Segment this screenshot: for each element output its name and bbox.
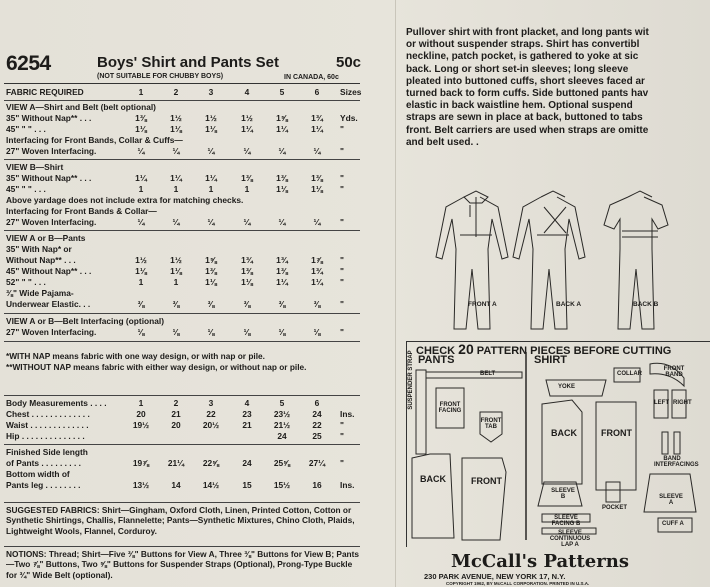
- size-1-cell: 1¼: [135, 173, 147, 183]
- size-3-cell: 1¼: [205, 173, 217, 183]
- fabric-row: [6, 135, 358, 146]
- fabric-row: [6, 316, 358, 327]
- front-tab-label: FRONT TAB: [480, 418, 502, 430]
- fabric-header-row: [6, 87, 362, 98]
- band-interfacings: [662, 432, 680, 454]
- description-line: or without suspender straps. Shirt has convertibl: [406, 39, 640, 51]
- fabric-row: [6, 113, 358, 124]
- size-1-cell: 1⅛: [135, 124, 147, 134]
- front-band-label: FRONT BAND: [663, 366, 685, 378]
- right-label: RIGHT: [673, 400, 692, 406]
- fabric-row: [6, 206, 358, 217]
- size-5-cell: 1¾: [276, 255, 288, 265]
- yoke-label: YOKE: [558, 384, 576, 390]
- fabric-row: [6, 102, 358, 113]
- pattern-number: 6254: [6, 52, 51, 75]
- back-b-label: BACK B: [633, 301, 659, 308]
- size-3-cell: 1⅛: [205, 277, 217, 287]
- row-label: 27" Woven Interfacing.: [6, 327, 97, 337]
- size-6-cell: 22: [312, 420, 322, 430]
- canada-price: IN CANADA, 60c: [284, 74, 339, 81]
- description-line: back. Long or short set-in sleeves; long sleeve: [406, 63, 629, 75]
- size-1-cell: 1½: [135, 255, 147, 265]
- size-4-cell: 1¾: [241, 255, 253, 265]
- size-1-cell: ⅜: [137, 299, 145, 309]
- size-3-cell: ⅜: [207, 299, 215, 309]
- size-5-cell: ¼: [278, 146, 286, 156]
- row-label: Underwear Elastic. . .: [6, 299, 91, 309]
- measurement-row: [6, 458, 358, 469]
- size-4-cell: ¼: [243, 146, 251, 156]
- size-4-cell: 1⅜: [241, 266, 253, 276]
- row-label: 45" " " . . .: [6, 184, 46, 194]
- size-1-cell: 1⅜: [135, 113, 147, 123]
- size-6-cell: ⅜: [313, 299, 321, 309]
- size-4-cell: 1⅜: [241, 173, 253, 183]
- size-1-cell: 20: [136, 409, 146, 419]
- row-label: 52" " " . . .: [6, 277, 46, 287]
- publisher-address: 230 PARK AVENUE, NEW YORK 17, N.Y.: [424, 572, 566, 581]
- size-6-cell: 24: [312, 409, 322, 419]
- size-2-cell: 20: [171, 420, 181, 430]
- description-line: neckline, patch pocket, is gathered to yoke at sic: [406, 51, 639, 63]
- size-2-cell: 1: [173, 184, 179, 194]
- size-6-cell: 1⅞: [311, 255, 323, 265]
- size-1-cell: ¼: [137, 217, 145, 227]
- measurement-row: [6, 480, 358, 491]
- description-line: Pullover shirt with front placket, and long pants wit: [406, 27, 649, 38]
- fabric-row: [6, 173, 358, 184]
- front-facing-label: FRONT FACING: [438, 402, 462, 414]
- unit-cell: ": [340, 327, 344, 337]
- sleeve-a-label: SLEEVE A: [659, 494, 683, 506]
- measurement-row: [6, 398, 358, 409]
- size-2-cell: 1⅛: [170, 124, 182, 134]
- size-4-cell: 4: [244, 398, 250, 408]
- shirt-heading: SHIRT: [534, 354, 567, 366]
- row-label: 45" " " . . .: [6, 124, 46, 134]
- unit-cell: ": [340, 255, 344, 265]
- size-1-cell: 19⅞: [132, 458, 150, 468]
- back-pants-piece: [412, 454, 454, 538]
- section-divider: [4, 159, 360, 160]
- row-label: Body Measurements . . . .: [6, 398, 107, 408]
- fabric-row: [6, 277, 358, 288]
- fabric-row: [6, 162, 358, 173]
- row-label: ⅜" Wide Pajama-: [6, 288, 74, 298]
- fabric-row: [6, 288, 358, 299]
- collar-label: COLLAR: [617, 371, 642, 377]
- size-5-cell: 1⅜: [276, 173, 288, 183]
- row-label: Finished Side length: [6, 447, 88, 457]
- size-5-cell: ⅜: [278, 299, 286, 309]
- size-6-cell: 1¼: [311, 124, 323, 134]
- pieces-count: 20: [458, 341, 474, 357]
- suspender-label: SUSPENDER STRAP: [408, 350, 414, 410]
- row-label: 35" Without Nap** . . .: [6, 173, 92, 183]
- size-6-cell: 25: [312, 431, 322, 441]
- row-label: 35" Without Nap** . . .: [6, 113, 92, 123]
- unit-cell: ": [340, 458, 344, 468]
- section-divider: [4, 444, 360, 445]
- measurement-row: [6, 409, 358, 420]
- unit-cell: Sizes: [340, 87, 362, 97]
- suspender-piece: [416, 370, 426, 454]
- description-line: pleated into buttoned cuffs, short sleeves faced ar: [406, 75, 645, 87]
- size-6-cell: 6: [314, 87, 320, 97]
- notions: NOTIONS: Thread; Shirt—Five ⅜" Buttons for View A, Three ⅜" Buttons for View B; Pants—Two ⅞" Buttons, Two ⅝" Buttons for Suspender Straps (Optional), Prong-Type Buckle for ¾" Wide Belt (optional).: [6, 549, 359, 580]
- publisher-name: McCall's Patterns: [451, 551, 629, 572]
- size-2-cell: 1: [173, 277, 179, 287]
- row-label: Above yardage does not include extra for matching checks.: [6, 195, 244, 205]
- size-2-cell: ¼: [172, 146, 180, 156]
- size-3-cell: 1: [208, 184, 214, 194]
- row-label: VIEW A—Shirt and Belt (belt optional): [6, 102, 156, 112]
- pattern-title: Boys' Shirt and Pants Set: [97, 54, 279, 71]
- row-label: 27" Woven Interfacing.: [6, 217, 97, 227]
- front-pants-label: FRONT: [471, 476, 502, 486]
- sleeve-a-piece: [644, 474, 696, 512]
- sleeve-facing-label: SLEEVE FACING B: [551, 515, 581, 527]
- size-1-cell: ⅛: [137, 327, 145, 337]
- measurement-row: [6, 431, 358, 442]
- size-3-cell: 20½: [202, 420, 220, 430]
- size-5-cell: 5: [279, 398, 285, 408]
- pocket-piece: [606, 482, 620, 502]
- front-a-figure: [436, 191, 508, 329]
- size-6-cell: 1¾: [311, 266, 323, 276]
- size-2-cell: 1¼: [170, 173, 182, 183]
- size-4-cell: 1: [244, 184, 250, 194]
- belt-piece: [426, 372, 522, 378]
- pocket-label: POCKET: [602, 505, 628, 511]
- size-6-cell: 6: [314, 398, 320, 408]
- with-nap-note: *WITH NAP means fabric with one way design, or with nap or pile.: [6, 351, 265, 361]
- size-3-cell: 14½: [202, 480, 220, 490]
- section-divider: [4, 313, 360, 314]
- divider: [4, 83, 360, 84]
- fabric-row: [6, 244, 358, 255]
- size-3-cell: 1½: [205, 113, 217, 123]
- description-line: elastic in back waistline hem. Optional suspend: [406, 100, 633, 112]
- size-5-cell: ¼: [278, 217, 286, 227]
- back-a-label: BACK A: [556, 301, 582, 308]
- size-5-cell: 1⅜: [276, 266, 288, 276]
- fabric-row: [6, 184, 358, 195]
- size-3-cell: 1⅝: [205, 255, 217, 265]
- row-label: 35" With Nap* or: [6, 244, 72, 254]
- description-line: front. Belt carriers are used when straps are omitte: [406, 124, 649, 136]
- size-2-cell: 2: [173, 398, 179, 408]
- row-label: VIEW A or B—Belt Interfacing (optional): [6, 316, 165, 326]
- fit-note: (NOT SUITABLE FOR CHUBBY BOYS): [97, 73, 224, 80]
- size-6-cell: 1⅜: [311, 173, 323, 183]
- description-line: turned back to form cuffs. Side buttoned pants hav: [406, 88, 649, 100]
- size-4-cell: 21: [242, 420, 252, 430]
- size-5-cell: 1⅛: [276, 184, 288, 194]
- fabric-row: [6, 255, 358, 266]
- size-4-cell: 1¼: [241, 124, 253, 134]
- size-4-cell: 1½: [241, 113, 253, 123]
- cuff-label: CUFF A: [662, 521, 684, 527]
- row-label: FABRIC REQUIRED: [6, 87, 84, 97]
- size-4-cell: ⅜: [243, 299, 251, 309]
- section-divider: [4, 502, 360, 503]
- row-label: VIEW A or B—Pants: [6, 233, 86, 243]
- front-shirt-piece: [596, 402, 636, 490]
- back-b-figure: [604, 191, 668, 329]
- pattern-price: 50c: [336, 54, 362, 71]
- size-5-cell: 23½: [273, 409, 291, 419]
- size-5-cell: 24: [277, 431, 287, 441]
- unit-cell: ": [340, 420, 344, 430]
- size-6-cell: 1¼: [311, 277, 323, 287]
- size-2-cell: 21¼: [167, 458, 185, 468]
- size-6-cell: ¼: [313, 146, 321, 156]
- size-1-cell: 19½: [132, 420, 150, 430]
- size-1-cell: 13½: [132, 480, 150, 490]
- unit-cell: ": [340, 146, 344, 156]
- row-label: 27" Woven Interfacing.: [6, 146, 97, 156]
- description-panel: [395, 0, 710, 587]
- unit-cell: Ins.: [340, 480, 355, 490]
- size-1-cell: 1: [138, 87, 144, 97]
- size-5-cell: 15½: [273, 480, 291, 490]
- back-shirt-label: BACK: [551, 428, 577, 438]
- garment-description: [406, 27, 710, 149]
- back-a-figure: [513, 191, 585, 329]
- measurement-row: [6, 447, 358, 458]
- unit-cell: ": [340, 124, 344, 134]
- left-label: LEFT: [654, 400, 669, 406]
- size-5-cell: 25⅝: [273, 458, 291, 468]
- unit-cell: ": [340, 184, 344, 194]
- size-6-cell: 16: [312, 480, 322, 490]
- fabric-row: [6, 124, 358, 135]
- pants-heading: PANTS: [418, 354, 455, 366]
- size-6-cell: ⅛: [313, 327, 321, 337]
- size-3-cell: 3: [208, 398, 214, 408]
- size-2-cell: 21: [171, 409, 181, 419]
- belt-label: BELT: [480, 371, 496, 377]
- size-3-cell: ¼: [207, 146, 215, 156]
- size-3-cell: 22: [206, 409, 216, 419]
- front-shirt-label: FRONT: [601, 428, 632, 438]
- yoke-piece: [546, 380, 606, 396]
- unit-cell: Ins.: [340, 409, 355, 419]
- size-5-cell: 1¼: [276, 124, 288, 134]
- pieces-title-post: PATTERN PIECES BEFORE CUTTING: [473, 345, 672, 357]
- size-3-cell: ⅛: [207, 327, 215, 337]
- row-label: Bottom width of: [6, 469, 70, 479]
- size-5-cell: ⅛: [278, 327, 286, 337]
- back-pants-label: BACK: [420, 474, 446, 484]
- size-4-cell: 1⅛: [241, 277, 253, 287]
- sleeve-lap-label: SLEEVE CONTINUOUS LAP A: [549, 530, 591, 548]
- size-6-cell: ¼: [313, 217, 321, 227]
- size-6-cell: 27¼: [308, 458, 326, 468]
- size-5-cell: 1¼: [276, 277, 288, 287]
- unit-cell: ": [340, 266, 344, 276]
- row-label: Hip . . . . . . . . . . . . . .: [6, 431, 85, 441]
- size-1-cell: 1: [138, 398, 144, 408]
- without-nap-note: **WITHOUT NAP means fabric with either way design, or without nap or pile.: [6, 362, 307, 372]
- section-divider: [4, 230, 360, 231]
- section-divider: [4, 546, 360, 547]
- size-5-cell: 1⅝: [276, 113, 288, 123]
- size-2-cell: 1½: [170, 255, 182, 265]
- size-4-cell: ⅛: [243, 327, 251, 337]
- size-5-cell: 5: [279, 87, 285, 97]
- size-1-cell: ¼: [137, 146, 145, 156]
- row-label: 45" Without Nap** . . .: [6, 266, 92, 276]
- size-2-cell: 1½: [170, 113, 182, 123]
- row-label: Pants leg . . . . . . . .: [6, 480, 81, 490]
- unit-cell: ": [340, 299, 344, 309]
- size-2-cell: ⅜: [172, 299, 180, 309]
- front-a-label: FRONT A: [468, 301, 497, 308]
- fabric-row: [6, 217, 358, 228]
- fabric-row: [6, 299, 358, 310]
- size-4-cell: 24: [242, 458, 252, 468]
- sleeve-b-label: SLEEVE B: [551, 488, 575, 500]
- size-2-cell: ¼: [172, 217, 180, 227]
- unit-cell: ": [340, 277, 344, 287]
- fabric-row: [6, 146, 358, 157]
- section-divider: [4, 100, 360, 101]
- size-4-cell: 4: [244, 87, 250, 97]
- size-2-cell: 14: [171, 480, 181, 490]
- size-6-cell: 1¾: [311, 113, 323, 123]
- size-2-cell: ⅛: [172, 327, 180, 337]
- size-6-cell: 1⅛: [311, 184, 323, 194]
- suggested-fabrics: SUGGESTED FABRICS: Shirt—Gingham, Oxford Cloth, Linen, Printed Cotton, Cotton or Synthetic Shirtings, Challis, Flannelette; Pants—Synthetic Mixtures, Chino Cloth, Plaids, Lightweight Wools, Flannel, Corduroy.: [6, 505, 355, 536]
- description-line: and belt used. .: [406, 136, 479, 148]
- unit-cell: Yds.: [340, 113, 358, 123]
- pieces-title-pre: CHECK: [416, 345, 459, 357]
- row-label: Without Nap** . . .: [6, 255, 76, 265]
- row-label: Waist . . . . . . . . . . . . .: [6, 420, 89, 430]
- description-line: straps are sewn in place at back, buttoned to tabs: [406, 112, 643, 124]
- garment-illustrations: [396, 185, 710, 325]
- size-1-cell: 1⅛: [135, 266, 147, 276]
- size-3-cell: 22⅝: [202, 458, 220, 468]
- front-pants-piece: [462, 458, 506, 540]
- pattern-piece-diagram: [396, 350, 710, 540]
- measurement-row: [6, 469, 358, 480]
- size-1-cell: 1: [138, 277, 144, 287]
- row-label: Interfacing for Front Bands, Collar & Cuffs—: [6, 135, 183, 145]
- row-label: Chest . . . . . . . . . . . . .: [6, 409, 90, 419]
- section-divider: [4, 395, 360, 396]
- fabric-row: [6, 266, 358, 277]
- row-label: VIEW B—Shirt: [6, 162, 64, 172]
- size-2-cell: 1⅛: [170, 266, 182, 276]
- size-3-cell: 1⅜: [205, 266, 217, 276]
- fabric-row: [6, 233, 358, 244]
- back-shirt-piece: [542, 400, 582, 484]
- size-3-cell: 3: [208, 87, 214, 97]
- section-divider: [4, 341, 360, 342]
- size-4-cell: 23: [242, 409, 252, 419]
- row-label: of Pants . . . . . . . . .: [6, 458, 81, 468]
- size-1-cell: 1: [138, 184, 144, 194]
- size-5-cell: 21½: [273, 420, 291, 430]
- unit-cell: ": [340, 173, 344, 183]
- size-3-cell: 1⅛: [205, 124, 217, 134]
- unit-cell: ": [340, 431, 344, 441]
- fabric-row: [6, 195, 358, 206]
- unit-cell: ": [340, 217, 344, 227]
- copyright: COPYRIGHT 1962, BY McCALL CORPORATION. PRINTED IN U.S.A.: [446, 581, 590, 586]
- fabric-row: [6, 327, 358, 338]
- band-interfacings-label: BAND INTERFACINGS: [654, 456, 699, 468]
- size-4-cell: 15: [242, 480, 252, 490]
- size-3-cell: ¼: [207, 217, 215, 227]
- size-2-cell: 2: [173, 87, 179, 97]
- size-4-cell: ¼: [243, 217, 251, 227]
- row-label: Interfacing for Front Bands & Collar—: [6, 206, 157, 216]
- measurement-row: [6, 420, 358, 431]
